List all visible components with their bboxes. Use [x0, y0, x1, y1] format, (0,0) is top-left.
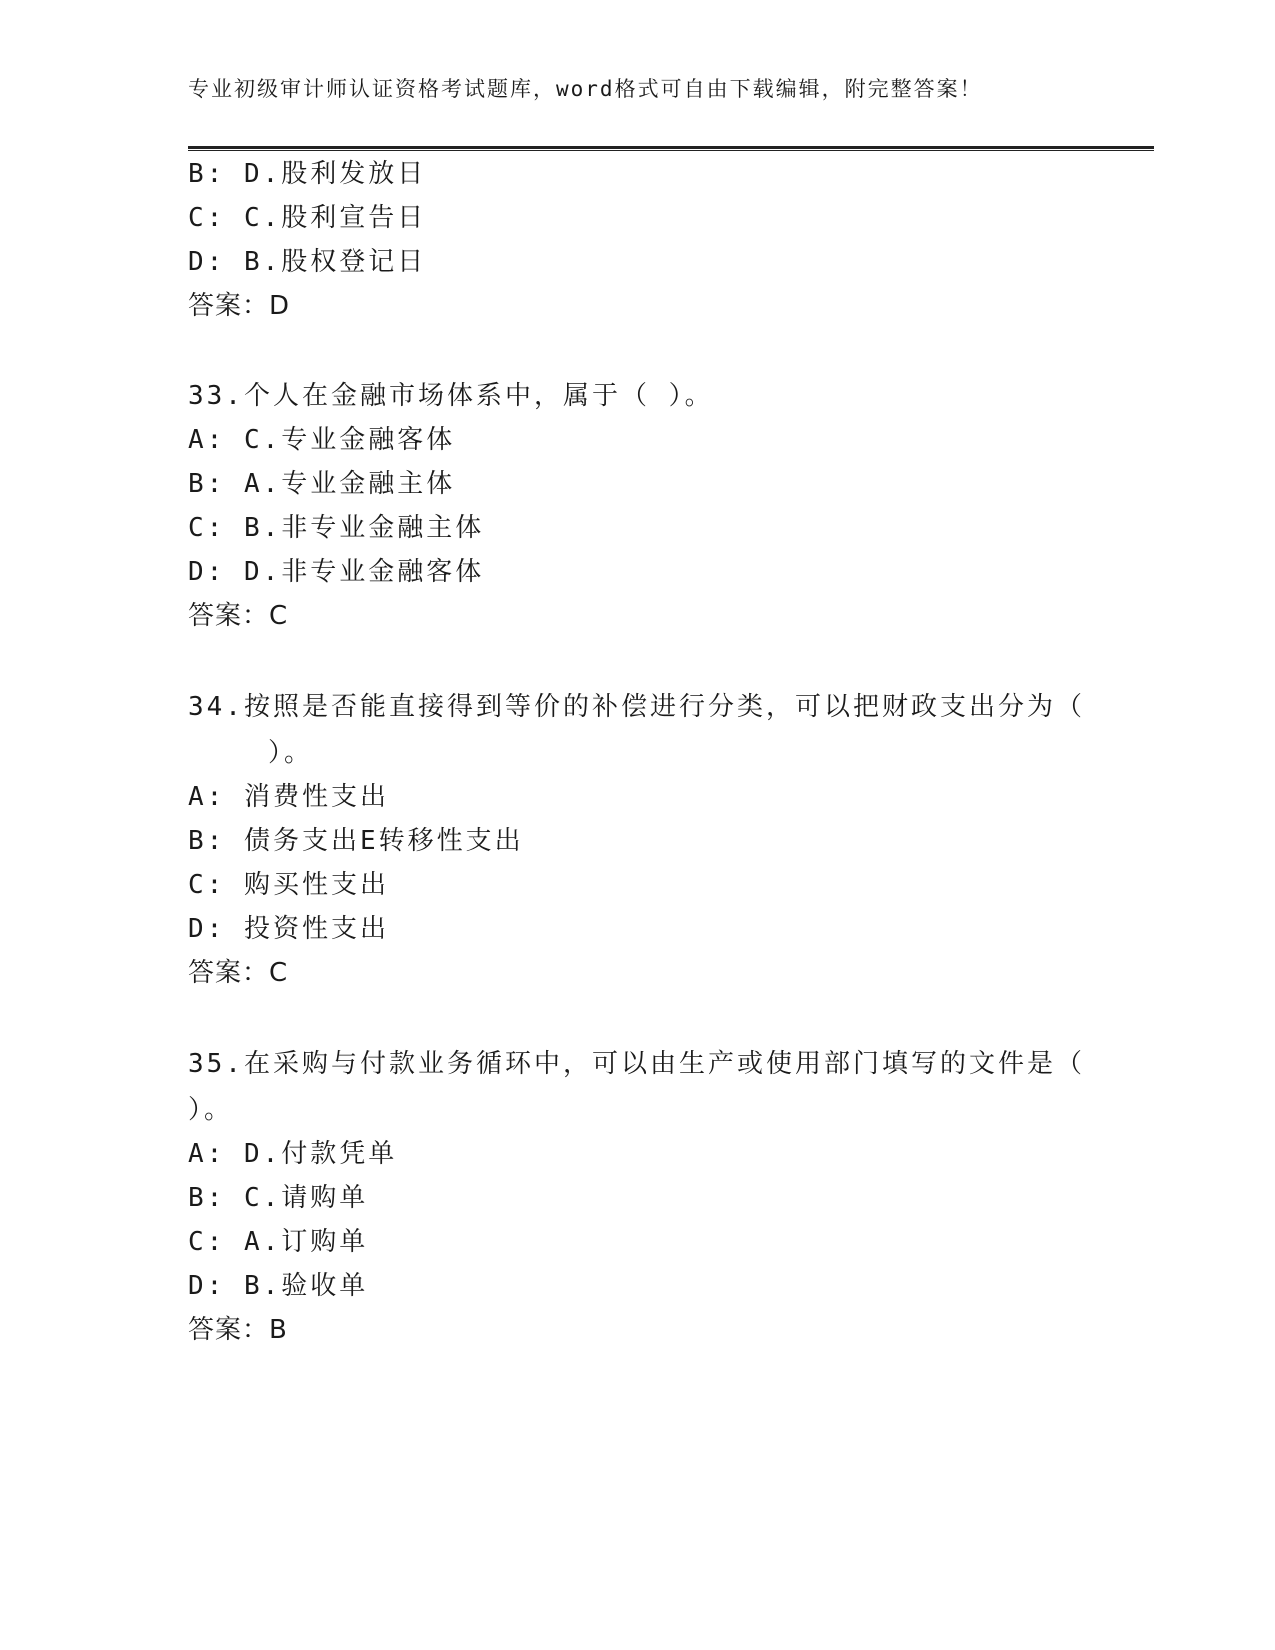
answer: 答案：C — [188, 601, 289, 631]
answer: 答案：C — [188, 958, 289, 988]
question-stem-line-1: 35.在采购与付款业务循环中，可以由生产或使用部门填写的文件是（ — [188, 1049, 1085, 1079]
question-stem-line-2: ）。 — [188, 1095, 234, 1125]
option-b: B: C.请购单 — [188, 1183, 369, 1213]
header-divider — [188, 146, 1154, 151]
option-a: A: D.付款凭单 — [188, 1139, 398, 1169]
question-stem: 33.个人在金融市场体系中，属于（ ）。 — [188, 381, 714, 411]
question-stem-line-1: 34.按照是否能直接得到等价的补偿进行分类，可以把财政支出分为（ — [188, 692, 1085, 722]
answer: 答案：B — [188, 1315, 288, 1345]
answer: 答案：D — [188, 291, 291, 321]
option-c: C: 购买性支出 — [188, 870, 389, 900]
option-d: D: B.验收单 — [188, 1271, 369, 1301]
option-a: A: 消费性支出 — [188, 782, 389, 812]
option-c: C: C.股利宣告日 — [188, 203, 427, 233]
option-c: C: B.非专业金融主体 — [188, 513, 485, 543]
option-d: D: 投资性支出 — [188, 914, 389, 944]
option-d: D: B.股权登记日 — [188, 247, 427, 277]
question-stem-line-2: ）。 — [268, 738, 314, 768]
option-c: C: A.订购单 — [188, 1227, 369, 1257]
option-b: B: A.专业金融主体 — [188, 469, 456, 499]
option-a: A: C.专业金融客体 — [188, 425, 456, 455]
option-d: D: D.非专业金融客体 — [188, 557, 485, 587]
option-b: B: D.股利发放日 — [188, 159, 427, 189]
page-header: 专业初级审计师认证资格考试题库，word格式可自由下载编辑，附完整答案！ — [188, 77, 983, 101]
option-b: B: 债务支出E转移性支出 — [188, 826, 524, 856]
